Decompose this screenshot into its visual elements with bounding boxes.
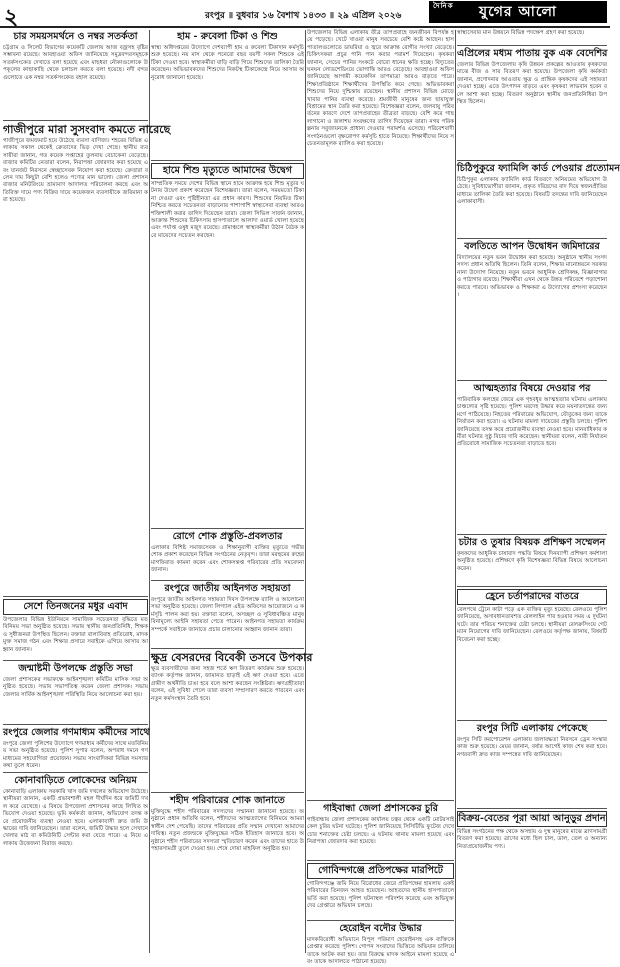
headline: রংপুর সিটি এলাকায় পেকেছে xyxy=(476,723,588,734)
article xyxy=(457,722,607,806)
divider xyxy=(307,920,454,921)
divider xyxy=(457,808,607,809)
article xyxy=(307,922,454,966)
divider xyxy=(151,648,304,649)
article xyxy=(457,47,607,157)
article xyxy=(457,536,607,584)
headline: চিঠিপুকুরে ফ্যামিলি কার্ড পেওয়ার প্রত্যোমন xyxy=(457,163,620,174)
divider xyxy=(457,720,607,721)
article-body: স্বাস্থ্যসেবার মান উন্নয়নে বিভিন্ন পদক্ষেপ গ্রহণ করা হয়েছে। xyxy=(457,30,585,36)
divider xyxy=(151,580,304,581)
article xyxy=(151,650,313,790)
article-body: মুক্তিযুদ্ধে শহীদ পরিবারের সদস্যদের সম্মাননা জানানো হয়েছে। অনুষ্ঠানে প্রধান অতিথি বলেন, শহীদদের আত্মত্যাগের বিনিময়ে আমরা স্বাধীন দেশ পেয়েছি। তাদের পরিবারের প্রতি সম্মান দেখানো আমাদের দায়িত্ব। নতুন প্রজন্মকে মুক্তিযুদ্ধের সঠিক ইতিহাস জানাতে হবে। অনুষ্ঠানে শহীদ পরিবারের সদস্যরা স্মৃতিচারণ করেন এবং তাদের হাতে উপহারসামগ্রী তুলে দেওয়া হয়। শেষে দোয়া মাহফিল অনুষ্ঠিত হয়। xyxy=(151,809,305,853)
article xyxy=(151,794,304,949)
headline: রোগে শোক প্রস্তুতি-প্রবলতার xyxy=(172,531,283,542)
divider xyxy=(307,860,454,861)
divider xyxy=(457,534,607,535)
column-rule xyxy=(305,30,306,953)
article xyxy=(307,802,454,858)
headline: চার সময়সমর্থনে ও নম্বর সতর্কতা xyxy=(13,31,138,42)
article-body: জেলা প্রশাসকের সভাকক্ষে আইনশৃঙ্খলা কমিটির মাসিক সভা অনুষ্ঠিত হয়েছে। সভায় সভাপতিত্ব করেন জেলা প্রশাসক। সভায় জেলার সার্বিক আইনশৃঙ্খলা পরিস্থিতি নিয়ে আলোচনা করা হয়। xyxy=(3,677,148,698)
column-4 xyxy=(457,30,620,953)
divider xyxy=(3,120,148,121)
article-body: রংপুরে জেলা পুলিশের উদ্যোগে গণমাধ্যম কর্মীদের সাথে মতবিনিময় সভা অনুষ্ঠিত হয়েছে। পুলিশ সুপার বলেন, অপরাধ দমনে গণমাধ্যমের সহযোগিতা প্রয়োজন। সভায় সাংবাদিকরা বিভিন্ন সমস্যার কথা তুলে ধরেন। xyxy=(3,741,148,770)
headline: আত্মহত্যার বিষয়ে দেওয়ার পর xyxy=(473,383,591,394)
headline: বিক্রয়-বেতের পূরা আয়া আনুড়ুর প্রদান xyxy=(457,811,607,827)
headline: গাজীপুরে মারা সুসংবাদ কমতে নারেছে xyxy=(3,123,171,136)
masthead xyxy=(429,1,607,23)
article xyxy=(3,774,148,949)
article xyxy=(457,240,607,378)
article-body: কৃষকদের আধুনিক চাষাবাদ পদ্ধতি বিষয়ে দিনব্যাপী প্রশিক্ষণ কর্মশালা অনুষ্ঠিত হয়েছে। প্রশিক্ষণে কৃষি বিশেষজ্ঞরা বিভিন্ন বিষয়ে আলোচনা করেন। xyxy=(457,551,607,572)
article-body: উপজেলার বিভিন্ন ইউনিয়নে সামাজিক সচেতনতা বৃদ্ধিতে মতবিনিময় সভা অনুষ্ঠিত হয়েছে। সভায় স্থানীয় জনপ্রতিনিধি, শিক্ষক ও সুধীজনরা উপস্থিত ছিলেন। বক্তারা বাল্যবিবাহ প্রতিরোধ, মাদকমুক্ত সমাজ গঠন এবং শিক্ষার প্রসারে সবাইকে এগিয়ে আসার আহ্বান জানান। xyxy=(3,617,148,653)
article-body: রংপুরে জাতীয় আইনগত সহায়তা দিবস উপলক্ষে র‌্যালি ও আলোচনা সভা অনুষ্ঠিত হয়েছে। জেলা লিগ্যাল এইড অফিসের আয়োজনে এ কর্মসূচি পালন করা হয়। বক্তারা বলেন, অসচ্ছল ও সুবিধাবঞ্চিত মানুষ বিনামূল্যে আইনি সহায়তা পেতে পারেন। আইনগত সহায়তা কার্যক্রম সম্পর্কে সবাইকে জানাতে প্রচার চালানোর আহ্বান জানান তারা। xyxy=(151,597,304,633)
article xyxy=(3,598,148,658)
article xyxy=(3,30,148,118)
article-body: উপজেলার বিভিন্ন এলাকায় তীব্র তাপপ্রবাহে জনজীবন বিপর্যস্ত হয়ে পড়েছে। খেটে খাওয়া মানুষ সবচেয়ে বেশি কষ্টে আছেন। হাসপাতালগুলোতে ডায়রিয়া ও জ্বরে আক্রান্ত রোগীর সংখ্যা বেড়েছে। চিকিৎসকরা প্রচুর পানি পান করার পরামর্শ দিয়েছেন। কৃষকরা জানান, সেচের পানির সংকটে বোরো ধানের ক্ষতি হচ্ছে। বিদ্যুতের ঘনঘন লোডশেডিংয়ে ভোগান্তি আরও বেড়েছে। আবহাওয়া অফিস জানিয়েছে আগামী কয়েকদিন তাপমাত্রা আরও বাড়তে পারে। শিক্ষাপ্রতিষ্ঠানে শিক্ষার্থীদের উপস্থিতি কমে গেছে। অভিভাবকরা শিশুদের নিয়ে দুশ্চিন্তায় রয়েছেন। স্থানীয় প্রশাসন বিভিন্ন মোড়ে খাবার পানির ব্যবস্থা করেছে। শ্রমজীবী মানুষের জন্য ছায়াযুক্ত বিশ্রামের স্থান তৈরি করা হয়েছে। বিশেষজ্ঞরা বলেন, জলবায়ু পরিবর্তনের কারণে দেশে তাপপ্রবাহের তীব্রতা বাড়ছে। বেশি করে গাছ লাগানো ও জলাশয় সংরক্ষণের তাগিদ দিয়েছেন তারা। নগর পরিকল্পনায় সবুজায়নকে প্রাধান্য দেওয়ার পরামর্শও এসেছে। পরিবেশবাদী সংগঠনগুলো বৃক্ষরোপণ কর্মসূচি হাতে নিয়েছে। শিক্ষার্থীদের নিয়ে সচেতনতামূলক র‌্যালিও করা হয়েছে। xyxy=(307,30,454,148)
article-body: বিভিন্ন সংগঠনের পক্ষ থেকে অসহায় ও দুস্থ মানুষের মাঝে ত্রাণসামগ্রী বিতরণ করা হয়েছে। ত্রাণের মধ্যে ছিল চাল, ডাল, তেল ও অন্যান্য নিত্যপ্রয়োজনীয় পণ্য। xyxy=(457,829,607,850)
headline: হ্রেনে চর্তাপরাদের বাতরে xyxy=(457,589,607,605)
article-body: চট্টগ্রাম ও সিলেট বিভাগের কয়েকটি জেলায় আজ বজ্রসহ বৃষ্টির সম্ভাবনা রয়েছে। আবহাওয়া অফিস জানিয়েছে সমুদ্রবন্দরসমূহকে সতর্কসংকেত দেখাতে বলা হয়েছে এবং মাছধরা নৌকাগুলোকে উপকূলের কাছাকাছি থেকে চলাচল করতে বলা হয়েছে। নদী বন্দরগুলোতে এক নম্বর সতর্কসংকেত বহাল রয়েছে। xyxy=(3,45,148,81)
page-number: ২ xyxy=(4,4,19,30)
article-body: গোবিন্দগঞ্জে জমি নিয়ে বিরোধের জেরে প্রতিপক্ষের হামলায় একই পরিবারের তিনজন আহত হয়েছেন। আহতদের স্থানীয় হাসপাতালে ভর্তি করা হয়েছে। পুলিশ ঘটনাস্থল পরিদর্শন করেছে এবং অভিযুক্তদের গ্রেপ্তারে অভিযান চলছে। xyxy=(307,881,454,910)
masthead-small: দৈনিক xyxy=(433,1,454,10)
article-body: কোনাবাড়ি এলাকায় সরকারি খাস জমি দখলের অভিযোগ উঠেছে। স্থানীয়রা জানান, একটি প্রভাবশালী মহল দীর্ঘদিন ধরে জমিটি দখল করে রেখেছে। এ বিষয়ে উপজেলা প্রশাসনের কাছে লিখিত অভিযোগ দেওয়া হয়েছে। ভূমি কর্মকর্তা জানান, অভিযোগ তদন্ত করে প্রয়োজনীয় ব্যবস্থা নেওয়া হবে। এলাকাবাসী দ্রুত জমি উদ্ধারের দাবি জানিয়েছেন। তারা বলেন, জমিটি উদ্ধার হলে সেখানে খেলার মাঠ বা কমিউনিটি সেন্টার করা যেতে পারে। এ নিয়ে এলাকায় উত্তেজনা বিরাজ করছে। xyxy=(3,789,148,847)
divider xyxy=(151,792,304,793)
headline: বলতিতে আপন উদ্বোধন জমিদারের xyxy=(464,241,600,252)
headline: গাইবান্ধা জেলা প্রশাসকের চুরি xyxy=(323,803,438,814)
article-body: চিঠিপুকুর এলাকায় ফ্যামিলি কার্ড বিতরণে অনিয়মের অভিযোগ উঠেছে। সুবিধাভোগীরা জানান, প্রকৃত দরিদ্রদের বাদ দিয়ে স্বজনপ্রীতির মাধ্যমে তালিকা তৈরি করা হয়েছে। বিষয়টি তদন্তের দাবি জানিয়েছেন এলাকাবাসী। xyxy=(457,177,607,206)
article-body: সাম্প্রতিক সময়ে দেশের বিভিন্ন স্থানে হামে আক্রান্ত হয়ে শিশু মৃত্যুর ঘটনায় উদ্বেগ প্রকাশ করেছেন বিশেষজ্ঞরা। তারা বলেন, সময়মতো টিকা না দেওয়া এবং পুষ্টিহীনতা এর প্রধান কারণ। শিশুদের নিয়মিত টিকা নিশ্চিত করতে সচেতনতা বাড়ানোর পাশাপাশি স্বাস্থ্যসেবা ব্যবস্থা আরও শক্তিশালী করার তাগিদ দিয়েছেন তারা। জেলা সিভিল সার্জন জানান, আক্রান্ত শিশুদের চিকিৎসায় হাসপাতালে আলাদা ওয়ার্ড খোলা হয়েছে এবং পর্যাপ্ত ওষুধ মজুদ রয়েছে। গ্রামাঞ্চলে স্বাস্থ্যকর্মীরা উঠান বৈঠক করে মায়েদের সচেতন করছেন। xyxy=(151,181,304,239)
article-body: জেলার বিভিন্ন উপজেলায় কৃষি উন্নয়ন প্রকল্পের আওতায় কৃষকদের মাঝে বীজ ও সার বিতরণ করা হয়েছে। উপজেলা কৃষি কর্মকর্তা জানান, প্রণোদনার আওতায় ক্ষুদ্র ও প্রান্তিক কৃষকদের এই সহায়তা দেওয়া হচ্ছে। এতে উৎপাদন বাড়বে এবং কৃষকরা লাভবান হবেন বলে আশা করা হচ্ছে। বিতরণ অনুষ্ঠানে স্থানীয় জনপ্রতিনিধিরা উপস্থিত ছিলেন। xyxy=(457,62,607,106)
article-body: এলাকার বিশিষ্ট সমাজসেবক ও শিক্ষানুরাগী ব্যক্তির মৃত্যুতে গভীর শোক প্রকাশ করেছেন বিভিন্ন সংগঠনের নেতৃবৃন্দ। তারা মরহুমের রুহের মাগফিরাত কামনা করেন এবং শোকসন্তপ্ত পরিবারের প্রতি সমবেদনা জানান। xyxy=(151,545,304,574)
article-body: গাজীপুরে জমজমাট হয়ে উঠেছে ব্যবসা বাণিজ্য। শহরের বিভিন্ন এলাকায় সকাল থেকেই ক্রেতাদের ভিড় দেখা গেছে। স্থানীয় ব্যবসায়ীরা জানান, গত কয়েক সপ্তাহের তুলনায় বেচাকেনা বেড়েছে। বাজার কমিটির নেতারা বলেন, নিরাপত্তা জোরদার করা হয়েছে এবং যানজট নিরসনে স্বেচ্ছাসেবক নিয়োগ করা হয়েছে। ক্রেতারা বলেন দাম কিছুটা বেশি হলেও পণ্যের মান ভালো। জেলা প্রশাসন বাজার মনিটরিংয়ে ভ্রাম্যমাণ আদালত পরিচালনা করছে এবং অতিরিক্ত দামে পণ্য বিক্রির দায়ে কয়েকজন ব্যবসায়ীকে জরিমানা করা হয়েছে। xyxy=(3,138,148,204)
article xyxy=(457,588,607,718)
divider xyxy=(457,160,607,161)
article xyxy=(307,862,454,918)
divider xyxy=(3,772,148,773)
column-rule xyxy=(149,30,150,953)
article xyxy=(457,162,620,236)
divider xyxy=(3,596,148,597)
article xyxy=(151,30,304,158)
article xyxy=(151,530,304,574)
divider xyxy=(151,528,304,529)
headline: শহীদ পরিবারের শোক জানাতে xyxy=(170,795,285,806)
article-body: পারিবারিক কলহের জেরে এক গৃহবধূর আত্মহত্যার ঘটনায় এলাকায় চাঞ্চল্যের সৃষ্টি হয়েছে। পুলিশ মরদেহ উদ্ধার করে ময়নাতদন্তের জন্য মর্গে পাঠিয়েছে। নিহতের পরিবারের অভিযোগ, যৌতুকের জন্য তাকে নির্যাতন করা হতো। এ ঘটনায় মামলা দায়েরের প্রস্তুতি চলছে। পুলিশ জানিয়েছে তদন্ত করে প্রয়োজনীয় ব্যবস্থা নেওয়া হবে। মানবাধিকার কর্মীরা ঘটনার সুষ্ঠু বিচার দাবি করেছেন। স্থানীয়রা বলেন, নারী নির্যাতন প্রতিরোধে সামাজিক সচেতনতা বাড়াতে হবে। xyxy=(457,397,607,448)
article-body: গাইবান্ধায় জেলা প্রশাসকের কার্যালয় চত্বর থেকে একটি মোটরসাইকেল চুরির ঘটনা ঘটেছে। পুলিশ জানিয়েছে সিসিটিভি ফুটেজ দেখে চোর শনাক্তের চেষ্টা চলছে। এ ঘটনায় থানায় মামলা হয়েছে এবং নিরাপত্তা জোরদার করা হয়েছে। xyxy=(307,817,454,846)
divider xyxy=(457,380,607,381)
divider xyxy=(457,586,607,587)
article-body: বিদ্যালয়ের নতুন ভবন উদ্বোধন করা হয়েছে। অনুষ্ঠানে স্থানীয় সংসদ সদস্য প্রধান অতিথি ছিলেন। তিনি বলেন, শিক্ষার মানোন্নয়নে সরকার নানা উদ্যোগ নিয়েছে। নতুন ভবনে আধুনিক শ্রেণিকক্ষ, বিজ্ঞানাগার ও পাঠাগার রয়েছে। শিক্ষার্থীরা এখন থেকে উন্নত পরিবেশে পড়াশোনা করতে পারবে। অভিভাবক ও শিক্ষকরা এ উদ্যোগের প্রশংসা করেছেন। xyxy=(457,255,607,299)
headline: রংপুরে জাতীয় আইনগত সহায়তা xyxy=(164,583,291,594)
article xyxy=(457,810,607,950)
page-header xyxy=(0,0,610,28)
article xyxy=(457,30,607,44)
headline: রংপুরে জেলার গণমাধ্যম কর্মীদের সাথে xyxy=(3,727,150,738)
headline: হামে শিশু মৃত্যুতে আমাদের উদ্বেগ xyxy=(151,163,304,179)
headline: হাম - রুবেলা টিকা ও শিশু xyxy=(177,31,278,42)
headline: ক্ষুদ্র বেসরদের বিবেকী তসবে উপকার xyxy=(151,651,313,664)
headline: জন্মাষ্টমী উপলক্ষে প্রস্তুতি সভা xyxy=(18,663,133,674)
divider xyxy=(3,724,148,725)
divider xyxy=(151,160,304,161)
dateline: রংপুর ॥ বুধবার ১৬ বৈশাখ ১৪৩৩ ॥ ২৯ এপ্রিল ২০২৬ xyxy=(205,11,402,21)
article-body: রেলপথে ট্রেনে কাটা পড়ে এক ব্যক্তির মৃত্যু হয়েছে। রেলওয়ে পুলিশ জানিয়েছে, অসাবধানতাবশত রেললাইন পার হওয়ার সময় এ দুর্ঘটনা ঘটে। তার পরিচয় শনাক্তের চেষ্টা চলছে। স্থানীয়রা রেলক্রসিংয়ে গেটম্যান নিয়োগের দাবি জানিয়েছেন। রেলওয়ে কর্তৃপক্ষ জানায়, বিষয়টি বিবেচনা করা হচ্ছে। xyxy=(457,607,607,643)
masthead-title: যুগের আলো xyxy=(479,4,557,20)
headline: হেরোইন বদৌর উদ্ধার xyxy=(339,923,422,934)
article xyxy=(151,582,304,644)
article-body: ক্ষুদ্র ব্যবসায়ীদের জন্য সহজ শর্তে ঋণ বিতরণ কার্যক্রম শুরু হয়েছে। ব্যাংক কর্তৃপক্ষ জানান, জামানত ছাড়াই এই ঋণ দেওয়া হবে। এতে গ্রামীণ অর্থনীতি চাঙা হবে বলে আশা করছেন সংশ্লিষ্টরা। ঋণগ্রহীতারা বলেন, এই সুবিধা পেলে তারা ব্যবসা সম্প্রসারণ করতে পারবেন এবং নতুন কর্মসংস্থান তৈরি হবে। xyxy=(151,666,304,702)
headline: কোনাবাড়িতে লোকেদের অনিয়ম xyxy=(14,775,137,786)
article xyxy=(307,30,454,790)
divider xyxy=(457,45,607,46)
article-body: স্বাস্থ্য অধিদপ্তরের উদ্যোগে দেশব্যাপী হাম ও রুবেলা টিকাদান কর্মসূচি শুরু হয়েছে। নয় মাস থেকে পনেরো বছর বয়সী সকল শিশুকে এই টিকা দেওয়া হবে। স্বাস্থ্যকর্মীরা বাড়ি বাড়ি গিয়ে শিশুদের তালিকা তৈরি করেছেন। অভিভাবকদের শিশুদের নিকটস্থ টিকাকেন্দ্রে নিয়ে আসার অনুরোধ জানানো হয়েছে। xyxy=(151,45,304,81)
article xyxy=(3,726,148,770)
column-1 xyxy=(3,30,171,953)
article xyxy=(3,662,148,722)
column-rule xyxy=(455,30,456,953)
column-3 xyxy=(307,30,454,966)
headline: এপ্রিলের মধ্যম পাতায় বুক এক বেদেশির xyxy=(457,48,608,59)
headline: গোবিন্দগঞ্জে প্রতিপক্ষের মারপিটে xyxy=(307,863,454,879)
article xyxy=(151,162,304,520)
headline: সেশে তিনজনের মধুর এবাদ xyxy=(3,599,148,615)
divider xyxy=(457,238,607,239)
divider xyxy=(3,660,148,661)
headline: চটার ও তুষার বিষয়ক প্রশিক্ষণ সম্মেলন xyxy=(458,537,606,548)
divider xyxy=(307,800,454,801)
article-body: মাদকবিরোধী অভিযানে বিপুল পরিমাণ হেরোইনসহ এক ব্যক্তিকে গ্রেপ্তার করেছে পুলিশ। গোপন সংবাদের ভিত্তিতে অভিযান চালিয়ে তাকে আটক করা হয়। তার বিরুদ্ধে মাদক আইনে মামলা হয়েছে এবং তাকে আদালতে পাঠানো হয়েছে। xyxy=(307,937,454,966)
article xyxy=(457,382,607,532)
article xyxy=(3,122,171,504)
article-body: রংপুর সিটি করপোরেশন এলাকায় জলাবদ্ধতা নিরসনে ড্রেন সংস্কার কাজ শুরু হয়েছে। মেয়র জানান, বর্ষার আগেই কাজ শেষ করা হবে। নগরবাসী দ্রুত কাজ সম্পন্নের দাবি জানিয়েছেন। xyxy=(457,737,607,758)
column-2 xyxy=(151,30,313,953)
